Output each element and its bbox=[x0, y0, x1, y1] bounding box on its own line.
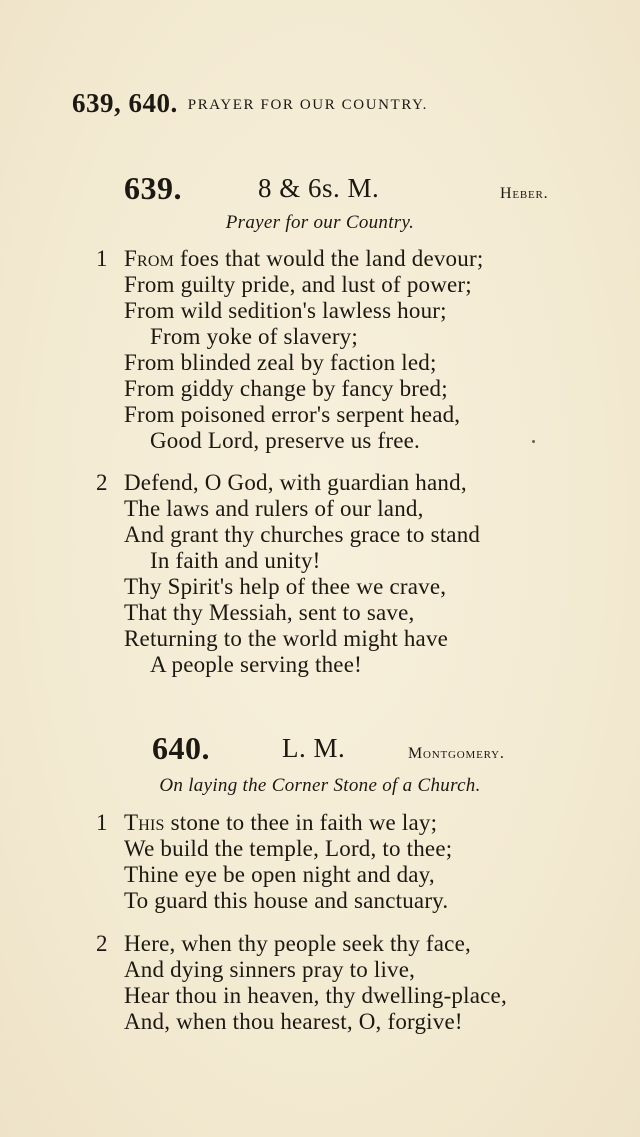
verse-line: And grant thy churches grace to stand bbox=[124, 522, 481, 547]
verse-line: From wild sedition's lawless hour; bbox=[124, 298, 447, 323]
hymn-number: 640. bbox=[152, 730, 210, 766]
hymn-meter: 8 & 6s. M. bbox=[258, 173, 380, 203]
verse-line: To guard this house and sanctuary. bbox=[124, 888, 449, 913]
verse-line: From yoke of slavery; bbox=[150, 324, 358, 349]
hymn-meter: L. M. bbox=[282, 733, 346, 763]
hymn-author: Heber. bbox=[500, 185, 549, 202]
hymn-author: Montgomery. bbox=[408, 745, 505, 762]
verse-line: That thy Messiah, sent to save, bbox=[124, 600, 415, 625]
verse-first-word: From bbox=[124, 246, 175, 271]
verse-line: From guilty pride, and lust of power; bbox=[124, 272, 472, 297]
hymn-subtitle: Prayer for our Country. bbox=[225, 212, 415, 233]
verse-line: Thine eye be open night and day, bbox=[124, 862, 435, 887]
verse-line: Here, when thy people seek thy face, bbox=[124, 931, 471, 956]
verse-line-rest: stone to thee in faith we lay; bbox=[164, 810, 438, 835]
verse-line bbox=[124, 246, 483, 272]
verse-line: From blinded zeal by faction led; bbox=[124, 350, 437, 375]
verse-first-word: This bbox=[124, 810, 165, 835]
print-speck bbox=[532, 440, 535, 443]
stanza-number: 2 bbox=[96, 470, 108, 495]
verse-line: From giddy change by fancy bred; bbox=[124, 376, 448, 401]
hymn-639-header bbox=[0, 170, 640, 210]
verse-line: And, when thou hearest, O, forgive! bbox=[124, 1009, 463, 1034]
running-head-hymn-numbers: 639, 640. bbox=[72, 88, 178, 118]
verse-line: And dying sinners pray to live, bbox=[124, 957, 416, 982]
hymn-number: 639. bbox=[124, 170, 182, 206]
verse-line: The laws and rulers of our land, bbox=[124, 496, 424, 521]
verse-line bbox=[124, 810, 437, 836]
verse-line: Returning to the world might have bbox=[124, 626, 449, 651]
verse-line: Hear thou in heaven, thy dwelling-place, bbox=[124, 983, 507, 1008]
running-head bbox=[72, 88, 592, 122]
verse-line: Good Lord, preserve us free. bbox=[150, 428, 420, 453]
verse-line: Thy Spirit's help of thee we crave, bbox=[124, 574, 447, 599]
verse-line: We build the temple, Lord, to thee; bbox=[124, 836, 453, 861]
verse-line: From poisoned error's serpent head, bbox=[124, 402, 461, 427]
verse-line: Defend, O God, with guardian hand, bbox=[124, 470, 467, 495]
hymn-640-header bbox=[0, 730, 640, 770]
verse-line: A people serving thee! bbox=[150, 652, 362, 677]
stanza-number: 1 bbox=[96, 246, 108, 271]
running-head-title: PRAYER FOR OUR COUNTRY. bbox=[187, 97, 428, 113]
verse-line-rest: foes that would the land devour; bbox=[174, 246, 484, 271]
verse-line: In faith and unity! bbox=[150, 548, 321, 573]
stanza-number: 2 bbox=[96, 931, 108, 956]
stanza-number: 1 bbox=[96, 810, 108, 835]
hymn-subtitle: On laying the Corner Stone of a Church. bbox=[159, 775, 481, 796]
